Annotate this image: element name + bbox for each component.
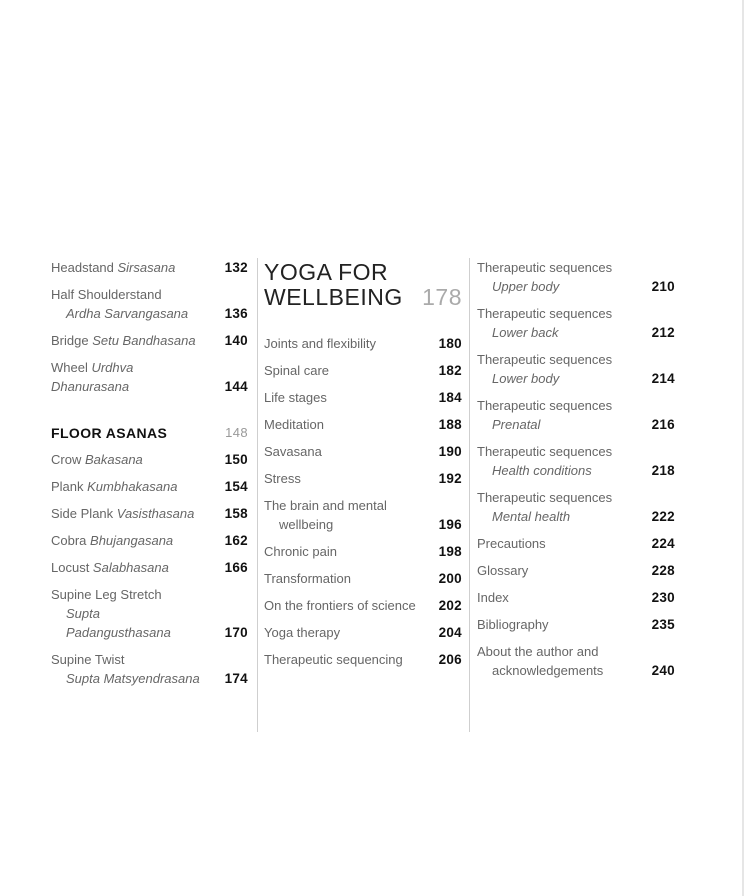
entry-page-number: 196 (438, 517, 462, 532)
section-title-line2: WELLBEING (264, 284, 403, 310)
entry-title-plain: Supine Twist (51, 652, 125, 667)
toc-entry[interactable] (264, 596, 462, 615)
toc-entry[interactable] (477, 561, 675, 580)
toc-entry[interactable] (51, 331, 248, 350)
toc-column-1 (51, 258, 248, 696)
section-title-line1: YOGA FOR (264, 259, 389, 285)
entry-page-number: 174 (224, 671, 248, 686)
entry-title-sanskrit: Bhujangasana (90, 533, 174, 548)
toc-entry[interactable] (264, 623, 462, 642)
entry-title (51, 558, 248, 577)
entry-title-sanskrit: Urdhva Dhanurasana (51, 360, 134, 394)
entry-subtitle: Lower back (492, 325, 559, 340)
toc-entry[interactable] (477, 304, 675, 342)
entry-title (51, 358, 248, 396)
entry-subtitle: Mental health (492, 509, 571, 524)
toc-column-2 (264, 258, 462, 677)
toc-entry[interactable] (51, 504, 248, 523)
entry-subtitle-sanskrit: Supta Matsyendrasana (66, 671, 200, 686)
toc-entry[interactable] (264, 442, 462, 461)
toc-entry[interactable] (477, 615, 675, 634)
toc-entry[interactable] (477, 642, 675, 680)
entry-page-number: 218 (651, 463, 675, 478)
entry-page-number: 136 (224, 306, 248, 321)
entry-page-number: 235 (651, 617, 675, 632)
entry-title: Life stages (264, 390, 327, 405)
toc-entry[interactable] (51, 450, 248, 469)
entry-title: Therapeutic sequences (477, 444, 613, 459)
entry-page-number: 228 (651, 563, 675, 578)
entry-page-number: 202 (438, 598, 462, 613)
entry-title: Therapeutic sequencing (264, 652, 403, 667)
entry-page-number: 190 (438, 444, 462, 459)
toc-entry[interactable] (51, 531, 248, 550)
entry-page-number: 162 (224, 533, 248, 548)
entry-title-plain: Wheel (51, 360, 92, 375)
toc-entry[interactable] (477, 488, 675, 526)
entry-page-number: 216 (651, 417, 675, 432)
toc-entry[interactable] (51, 558, 248, 577)
entry-title: Transformation (264, 571, 351, 586)
entry-title-plain: Plank (51, 479, 88, 494)
entry-page-number: 210 (651, 279, 675, 294)
toc-entry[interactable] (51, 650, 248, 688)
entry-page-number: 182 (438, 363, 462, 378)
entry-title-plain: Headstand (51, 260, 118, 275)
entry-page-number: 230 (651, 590, 675, 605)
entry-title-plain: Locust (51, 560, 93, 575)
toc-entry[interactable] (264, 469, 462, 488)
entry-title-sanskrit: Vasisthasana (116, 506, 195, 521)
entry-page-number: 170 (224, 625, 248, 640)
entry-title: Therapeutic sequences (477, 352, 613, 367)
entry-title-sanskrit: Sirsasana (117, 260, 176, 275)
column-divider (469, 258, 470, 732)
toc-entry[interactable] (477, 396, 675, 434)
toc-entry[interactable] (264, 569, 462, 588)
entry-page-number: 240 (651, 663, 675, 678)
column-divider (257, 258, 258, 732)
entry-title-plain: Crow (51, 452, 85, 467)
entry-title: Chronic pain (264, 544, 337, 559)
entry-subtitle: Health conditions (492, 463, 592, 478)
entry-title-sanskrit: Bakasana (84, 452, 143, 467)
entry-title (51, 285, 248, 304)
entry-title (51, 531, 248, 550)
entry-title-plain: Half Shoulderstand (51, 287, 162, 302)
entry-page-number: 212 (651, 325, 675, 340)
entry-page-number: 200 (438, 571, 462, 586)
entry-subtitle-sanskrit: Ardha Sarvangasana (66, 306, 189, 321)
toc-entry[interactable] (51, 258, 248, 277)
entry-title-sanskrit: Kumbhakasana (87, 479, 178, 494)
section-page-number: 178 (422, 284, 462, 310)
entry-title: Meditation (264, 417, 324, 432)
entry-page-number: 222 (651, 509, 675, 524)
entry-page-number: 224 (651, 536, 675, 551)
entry-title: Therapeutic sequences (477, 260, 613, 275)
toc-entry[interactable] (264, 415, 462, 434)
entry-title: Glossary (477, 563, 529, 578)
entry-title: Therapeutic sequences (477, 398, 613, 413)
entry-title: Yoga therapy (264, 625, 341, 640)
section-page-number: 148 (225, 425, 248, 440)
entry-page-number: 144 (224, 379, 248, 394)
toc-entry[interactable] (51, 585, 248, 642)
entry-page-number: 154 (224, 479, 248, 494)
entry-title: About the author and (477, 644, 599, 659)
entry-title: Savasana (264, 444, 322, 459)
entry-page-number: 214 (651, 371, 675, 386)
toc-entry[interactable] (264, 361, 462, 380)
entry-title: Index (477, 590, 509, 605)
toc-column-3 (477, 258, 675, 688)
toc-entry[interactable] (477, 588, 675, 607)
entry-title: Spinal care (264, 363, 330, 378)
toc-entry[interactable] (477, 350, 675, 388)
entry-title: Joints and flexibility (264, 336, 376, 351)
entry-title: Stress (264, 471, 301, 486)
entry-title-plain: Cobra (51, 533, 91, 548)
entry-title-plain: Bridge (51, 333, 93, 348)
entry-subtitle: wellbeing (279, 517, 334, 532)
section-title-floor-asanas (51, 423, 248, 443)
entry-page-number: 198 (438, 544, 462, 559)
entry-title (51, 585, 248, 604)
toc-entry[interactable] (264, 388, 462, 407)
entry-title (51, 477, 248, 496)
section-title-text: FLOOR ASANAS (51, 425, 168, 441)
entry-title: Bibliography (477, 617, 549, 632)
toc-entry[interactable] (477, 442, 675, 480)
entry-title (51, 650, 248, 669)
entry-title: Precautions (477, 536, 546, 551)
entry-title-sanskrit: Salabhasana (92, 560, 169, 575)
entry-title: Therapeutic sequences (477, 490, 613, 505)
entry-page-number: 132 (224, 260, 248, 275)
entry-subtitle-sanskrit: Supta Padangusthasana (66, 606, 171, 640)
entry-title-plain: Side Plank (51, 506, 117, 521)
entry-page-number: 140 (224, 333, 248, 348)
entry-title: Therapeutic sequences (477, 306, 613, 321)
toc-entry[interactable] (477, 534, 675, 553)
entry-subtitle: Lower body (492, 371, 560, 386)
entry-subtitle: acknowledgements (492, 663, 604, 678)
entry-title (51, 258, 248, 277)
toc-entry[interactable] (264, 334, 462, 353)
toc-entry[interactable] (51, 477, 248, 496)
entry-subtitle: Prenatal (492, 417, 541, 432)
toc-entry[interactable] (264, 650, 462, 669)
entry-title: On the frontiers of science (264, 598, 416, 613)
entry-page-number: 166 (224, 560, 248, 575)
entry-title (51, 450, 248, 469)
entry-page-number: 188 (438, 417, 462, 432)
entry-subtitle: Upper body (492, 279, 560, 294)
toc-entry[interactable] (264, 496, 462, 534)
entry-title (51, 331, 248, 350)
entry-title-plain: Supine Leg Stretch (51, 587, 162, 602)
entry-page-number: 192 (438, 471, 462, 486)
entry-page-number: 206 (438, 652, 462, 667)
toc-entry[interactable] (51, 358, 248, 396)
entry-page-number: 158 (224, 506, 248, 521)
toc-entry[interactable] (51, 285, 248, 323)
toc-entry[interactable] (477, 258, 675, 296)
entry-page-number: 184 (438, 390, 462, 405)
section-title-wellbeing (264, 260, 462, 310)
entry-title: The brain and mental (264, 498, 387, 513)
entry-page-number: 150 (224, 452, 248, 467)
toc-entry[interactable] (264, 542, 462, 561)
entry-title-sanskrit: Setu Bandhasana (92, 333, 196, 348)
entry-title (51, 504, 248, 523)
entry-page-number: 180 (438, 336, 462, 351)
entry-page-number: 204 (438, 625, 462, 640)
